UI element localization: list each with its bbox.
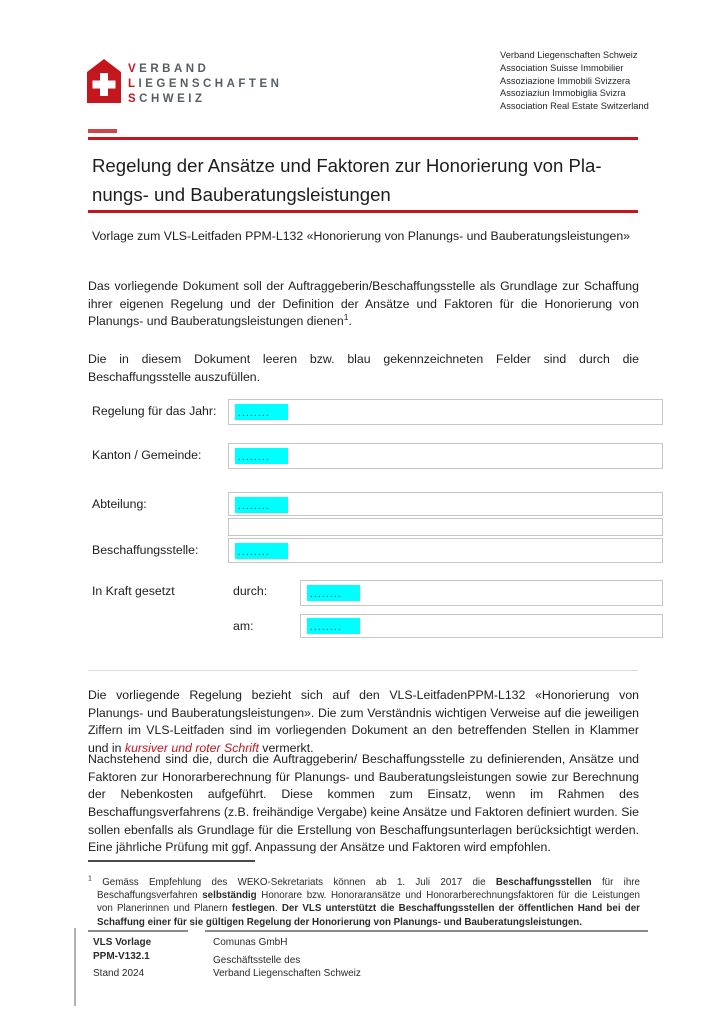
in-force-date-placeholder: ........	[307, 618, 360, 634]
in-force-by-label: durch:	[233, 584, 268, 598]
org-name-rm: Assoziaziun Immobiglia Svizra	[500, 88, 626, 99]
in-force-by-placeholder: ........	[307, 585, 360, 601]
logo-line-verband: VERBAND	[128, 63, 210, 75]
procurement-field[interactable]	[228, 538, 663, 563]
org-name-it: Assoziazione Immobili Svizzera	[500, 75, 631, 86]
footnote-reference: 1	[343, 312, 349, 323]
footer-document-info	[93, 936, 151, 981]
paragraph-usage: Nachstehend sind die, durch die Auftraggeberin/ Beschaffungsstelle zu definierenden, Ansätze und Faktoren zur Honorarberechnung für Planungs- und Bauberatungsleistungen sowie zur Berechnung der Nebenkosten aufgeführt. Diese kommen zum Einsatz, wenn im Rahmen des Beschaffungsverfahrens (z.B. freihändige Vergabe) keine Ansätze und Faktoren definiert wurden. Sie sollen ebenfalls als Grundlage für die Erstellung von Beschaffungsunterlagen berücksichtigt werden. Eine jährliche Prüfung mit ggf. Anpassung der Ansätze und Faktoren wird empfohlen.	[88, 752, 639, 855]
red-accent-dash	[88, 129, 117, 133]
department-field-placeholder: ........	[235, 497, 288, 513]
in-force-by-field[interactable]	[300, 580, 663, 606]
paragraph-instructions: Die in diesem Dokument leeren bzw. blau gekennzeichneten Felder sind durch die Beschaffungsstelle auszufüllen.	[88, 352, 639, 384]
footnote-separator	[88, 860, 255, 862]
footer-template-code: PPM-V132.1	[93, 950, 150, 962]
paragraph-reference: Die vorliegende Regelung bezieht sich auf den VLS-LeitfadenPPM-L132 «Honorierung von Planungs- und Bauberatungsleistungen». Die zum Verständnis wichtigen Verweise auf die jeweiligen Ziffern im VLS-Leitfaden sind im vorliegenden Dokument an den betreffenden Stellen in Klammer und in kursiver und roter Schrift vermerkt.	[88, 688, 639, 756]
procurement-field-placeholder: ........	[235, 543, 288, 559]
red-italic-note: kursiver und roter Schrift	[124, 741, 259, 756]
footer-template-name: VLS Vorlage	[93, 937, 152, 948]
page-title-line2: nungs- und Bauberatungsleistungen	[92, 184, 391, 205]
footer-office-line1: Geschäftsstelle des	[213, 954, 301, 966]
footnote-text: $^1$ Gemäss Empfehlung des WEKO-Sekretariats können ab 1. Juli 2017 die Beschaffungsstellen für ihre Beschaffungsverfahren selbständig Honorare bzw. Honoraransätze und Honorarberechnungsfaktoren für die Leistungen von Planerinnen und Planern festlegen. Der VLS unterstützt die Beschaffungsstellen der öffentlichen Hand bei der Schaffung einer für sie gültigen Regelung der Honorierung von Planungs- und Bauberatungsleistungen.	[88, 875, 640, 928]
title-rule-top	[88, 137, 638, 140]
vls-logo-icon	[87, 59, 121, 103]
in-force-date-label: am:	[233, 619, 254, 633]
year-field-placeholder: ........	[235, 404, 288, 420]
page-title	[92, 151, 602, 209]
paragraph-intro: Das vorliegende Dokument soll der Auftraggeberin/Beschaffungsstelle als Grundlage zur Schaffung ihrer eigenen Regelung und der Definition der Ansätze und Faktoren für die Honorierung von Planungs- und Bauberatungsleistungen dienen$^1$.	[88, 279, 639, 329]
canton-field-placeholder: ........	[235, 448, 288, 464]
footer-vertical-rule	[74, 928, 76, 1006]
title-rule-bottom	[88, 210, 638, 213]
section-divider	[88, 670, 638, 671]
subtitle: Vorlage zum VLS-Leitfaden PPM-L132 «Honorierung von Planungs- und Bauberatungsleistungen»	[92, 229, 631, 243]
year-field-label: Regelung für das Jahr:	[92, 404, 217, 418]
org-name-en: Association Real Estate Switzerland	[500, 101, 649, 112]
canton-field-label: Kanton / Gemeinde:	[92, 448, 202, 462]
org-name-list	[500, 49, 649, 113]
footer-rule-right	[205, 930, 648, 932]
logo-line-liegenschaften: LIEGENSCHAFTEN	[128, 78, 283, 90]
footer-office-line2: Verband Liegenschaften Schweiz	[213, 968, 361, 979]
department-field[interactable]	[228, 492, 663, 516]
footnote-number: 1	[88, 875, 92, 883]
logo-wordmark	[128, 62, 282, 107]
footer-publisher-info	[213, 936, 361, 981]
department-field-extra-row[interactable]	[228, 518, 663, 536]
in-force-label: In Kraft gesetzt	[92, 584, 175, 598]
org-name-de: Verband Liegenschaften Schweiz	[500, 50, 638, 60]
org-name-fr: Association Suisse Immobilier	[500, 62, 624, 73]
page-title-line1: Regelung der Ansätze und Faktoren zur Honorierung von Pla-	[92, 155, 602, 176]
footer-company: Comunas GmbH	[213, 937, 288, 948]
footer-rule-left	[88, 930, 188, 932]
department-field-label: Abteilung:	[92, 497, 147, 511]
footer-version-date: Stand 2024	[93, 968, 145, 979]
canton-field[interactable]	[228, 443, 663, 469]
logo-line-schweiz: SCHWEIZ	[128, 93, 206, 105]
year-field[interactable]	[228, 399, 663, 425]
in-force-date-field[interactable]	[300, 614, 663, 638]
procurement-field-label: Beschaffungsstelle:	[92, 543, 199, 557]
